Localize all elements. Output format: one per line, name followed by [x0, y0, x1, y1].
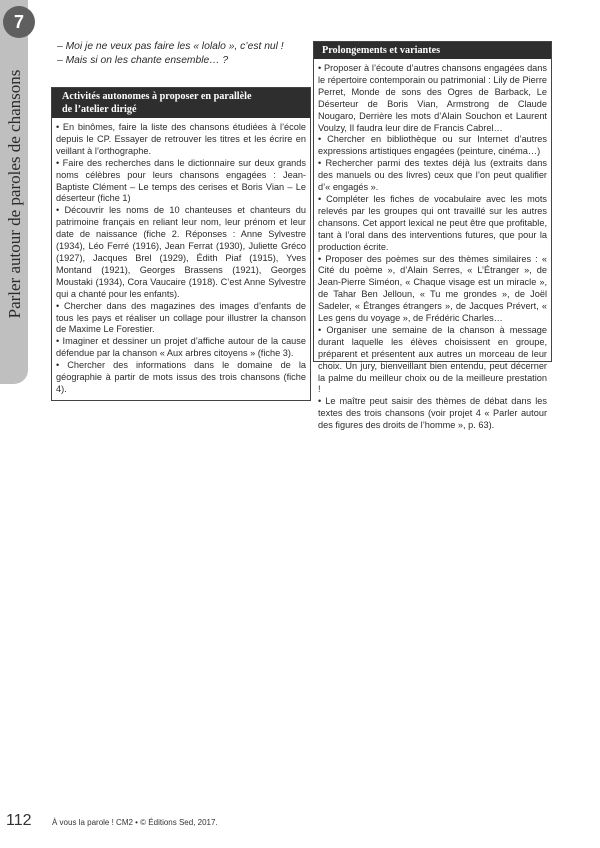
- chapter-title: Parler autour de paroles de chansons: [5, 69, 24, 319]
- chapter-tab: [0, 0, 28, 384]
- autonomous-activities-list: [52, 118, 310, 400]
- extension-item: • Rechercher parmi des textes déjà lus (extraits dans des manuels ou des livres) ceux que l’on peut qualifier d’« engagés ».: [318, 158, 547, 193]
- extensions-list: [314, 59, 551, 436]
- extension-item: • Chercher en bibliothèque ou sur Internet d’autres expressions artistiques engagées (peinture, cinéma…): [318, 134, 547, 157]
- activity-item: • En binômes, faire la liste des chansons étudiées à l’école depuis le CP. Essayer de retrouver les titres et les écrire en veillant à l’orthographe.: [56, 122, 306, 156]
- activity-item: • Faire des recherches dans le dictionnaire sur deux grands noms célèbres pour leurs chansons engagées : Jean-Baptiste Clément – Le temps des cerises et Boris Vian – Le déserteur (fiche 1): [56, 157, 306, 204]
- activity-item: • Découvrir les noms de 10 chanteuses et chanteurs du patrimoine français en reliant leur nom, leur prénom et leur date de naissance (fiche 2. Réponses : Anne Sylvestre (1934), Léo Ferré (1916), Jean Ferrat (1930), Juliette Gréco (1927), Jacques Brel (1929), Édith Piaf (1915), Yves Montand (1921), Georges Brassens (1921), Georges Moustaki (1934), Cora Vaucaire (1918). C’est Anne Sylvestre qui a chanté pour les enfants).: [56, 205, 306, 299]
- extension-item: • Organiser une semaine de la chanson à message durant laquelle les élèves choisissent en groupe, préparent et présentent aux autres un morceau de leur choix. Un jury, bienveillant bien entendu, peut décerner la palme du meilleur choix ou de la meilleure prestation !: [318, 324, 547, 395]
- activity-item: • Chercher des informations dans le domaine de la géographie à partir de mots issus des trois chansons (fiche 4).: [56, 360, 306, 394]
- dialogue-quote: [57, 40, 307, 68]
- autonomous-activities-box: [51, 87, 311, 401]
- page-number: 112: [6, 812, 32, 829]
- extension-item: • Proposer des poèmes sur des thèmes similaires : « Cité du poème », d’Alain Serres, « L’Étranger », de Jean-Pierre Siméon, « Chaque visage est un miracle », de Tahar Ben Jelloun, « Tu me grondes », de Joël Sadeler, « Étranges étrangers », de Jacques Prévert, « Les gens du voyage », de Frédéric Charles…: [318, 253, 547, 324]
- extensions-heading: Prolongements et variantes: [314, 42, 551, 59]
- extension-item: • Proposer à l’écoute d’autres chansons engagées dans le répertoire contemporain ou patrimonial : Lily de Pierre Perret, Monde de sons des Ogres de Barback, Le Déserteur de Boris Vian, Armstrong de Claude Nougaro, Derrière les mots d’Alain Souchon et Laurent Voulzy, Il faudra leur dire de Francis Cabrel…: [318, 63, 547, 133]
- extension-item: • Le maître peut saisir des thèmes de débat dans les textes des trois chansons (voir projet 4 « Parler autour des figures des droits de l’homme », p. 63).: [318, 396, 547, 431]
- page-footer: [6, 812, 218, 830]
- chapter-number-badge: 7: [3, 6, 35, 38]
- autonomous-activities-heading: Activités autonomes à proposer en parallèle de l’atelier dirigé: [52, 88, 310, 118]
- activity-item: • Imaginer et dessiner un projet d’affiche autour de la cause défendue par la chanson « Aux arbres citoyens » (fiche 3).: [56, 336, 306, 359]
- copyright-text: À vous la parole ! CM2 • © Éditions Sed, 2017.: [52, 818, 218, 827]
- activity-item: • Chercher dans des magazines des images d’enfants de tous les pays et réaliser un collage pour illustrer la chanson de Maxime Le Forestier.: [56, 300, 306, 335]
- dialogue-line: – Mais si on les chante ensemble… ?: [57, 55, 229, 66]
- extensions-box: [313, 41, 552, 431]
- extension-item: • Compléter les fiches de vocabulaire avec les mots relevés par les groupes qui ont travaillé sur les autres chansons. Cet apport lexical ne peut être que profitable, tant à l’oral dans des interventions futures, que pour la production écrite.: [318, 193, 547, 252]
- dialogue-line: – Moi je ne veux pas faire les « lolalo », c’est nul !: [57, 41, 284, 52]
